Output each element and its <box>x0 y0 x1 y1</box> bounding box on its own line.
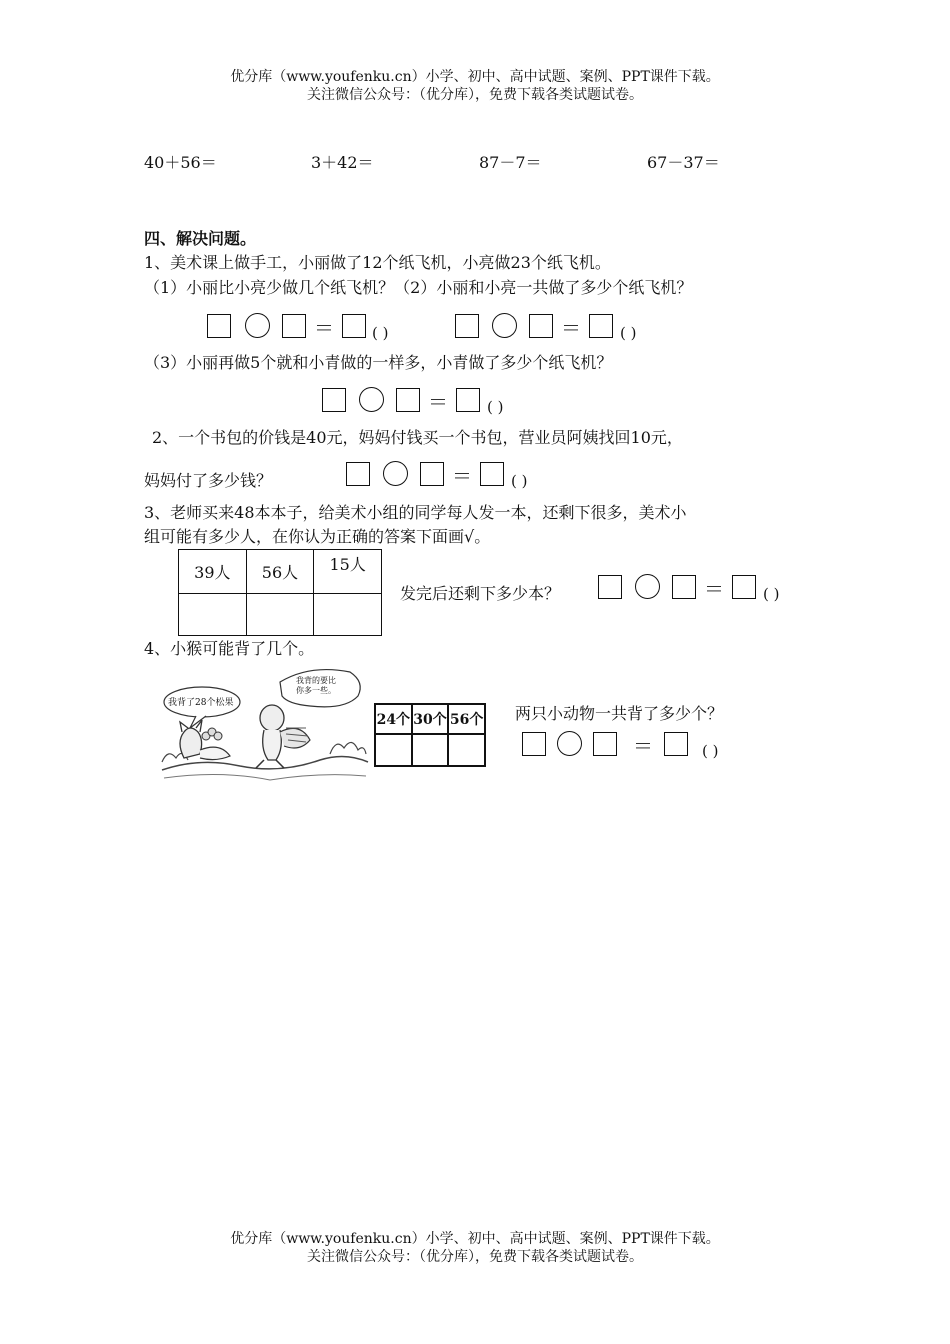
q4-text: 4、小猴可能背了几个。 <box>144 639 315 658</box>
equals-sign: ＝ <box>633 734 653 758</box>
q1-sub1: （1）小丽比小亮少做几个纸飞机？（2）小丽和小亮一共做了多少个纸飞机？ <box>144 278 693 297</box>
answer-box[interactable] <box>207 314 231 338</box>
answer-box[interactable] <box>282 314 306 338</box>
answer-box[interactable] <box>598 575 622 599</box>
unit-paren[interactable]: ( ) <box>702 742 719 760</box>
option-cell: 56人 <box>246 550 314 594</box>
answer-box[interactable] <box>732 575 756 599</box>
q2-text-1: 2、一个书包的价钱是40元，妈妈付钱买一个书包，营业员阿姨找回10元， <box>152 428 683 447</box>
option-cell: 39人 <box>179 550 247 594</box>
unit-paren[interactable]: ( ) <box>511 472 528 490</box>
checkmark-cell[interactable] <box>246 594 314 636</box>
operator-circle[interactable] <box>383 461 408 486</box>
answer-box[interactable] <box>529 314 553 338</box>
checkmark-cell[interactable] <box>314 594 382 636</box>
section-title: 四、解决问题。 <box>144 229 257 248</box>
q1-text: 1、美术课上做手工，小丽做了12个纸飞机，小亮做23个纸飞机。 <box>144 253 611 272</box>
operator-circle[interactable] <box>245 313 270 338</box>
answer-box[interactable] <box>589 314 613 338</box>
answer-box[interactable] <box>342 314 366 338</box>
q3-text-1: 3、老师买来48本本子，给美术小组的同学每人发一本，还剩下很多，美术小 <box>144 503 687 522</box>
unit-paren[interactable]: ( ) <box>487 398 504 416</box>
answer-box[interactable] <box>455 314 479 338</box>
answer-box[interactable] <box>420 462 444 486</box>
option-cell: 56个 <box>448 704 485 734</box>
option-cell: 24个 <box>375 704 412 734</box>
footer-line-1: 优分库（www.youfenku.cn）小学、初中、高中试题、案例、PPT课件下载。 <box>230 1231 720 1247</box>
header-line-1: 优分库（www.youfenku.cn）小学、初中、高中试题、案例、PPT课件下载。 <box>230 69 720 85</box>
answer-box[interactable] <box>346 462 370 486</box>
equals-sign: ＝ <box>561 316 581 340</box>
calc-item: 87－7＝ <box>479 153 542 172</box>
answer-box[interactable] <box>664 732 688 756</box>
q1-sub3: （3）小丽再做5个就和小青做的一样多，小青做了多少个纸飞机？ <box>144 353 613 372</box>
fox-monkey-illustration <box>160 662 370 784</box>
checkmark-cell[interactable] <box>375 734 412 766</box>
q4-options-table <box>374 703 486 767</box>
calc-item: 67－37＝ <box>647 153 720 172</box>
answer-box[interactable] <box>522 732 546 756</box>
operator-circle[interactable] <box>635 574 660 599</box>
unit-paren[interactable]: ( ) <box>763 585 780 603</box>
answer-box[interactable] <box>396 388 420 412</box>
q3-options-table <box>178 549 382 636</box>
answer-box[interactable] <box>480 462 504 486</box>
checkmark-cell[interactable] <box>412 734 449 766</box>
unit-paren[interactable]: ( ) <box>620 324 637 342</box>
calc-item: 40＋56＝ <box>144 153 217 172</box>
answer-box[interactable] <box>322 388 346 412</box>
equals-sign: ＝ <box>704 577 724 601</box>
checkmark-cell[interactable] <box>448 734 485 766</box>
footer-line-2: 关注微信公众号：（优分库），免费下载各类试题试卷。 <box>307 1249 643 1265</box>
equals-sign: ＝ <box>452 464 472 488</box>
answer-box[interactable] <box>593 732 617 756</box>
unit-paren[interactable]: ( ) <box>372 324 389 342</box>
answer-box[interactable] <box>672 575 696 599</box>
operator-circle[interactable] <box>359 387 384 412</box>
equals-sign: ＝ <box>314 316 334 340</box>
option-cell: 30个 <box>412 704 449 734</box>
equals-sign: ＝ <box>428 390 448 414</box>
operator-circle[interactable] <box>492 313 517 338</box>
fox-speech-text: 我背了28个松果 <box>168 698 234 708</box>
header-line-2: 关注微信公众号：（优分库），免费下载各类试题试卷。 <box>307 87 643 103</box>
monkey-speech-text: 我背的要比你多一些。 <box>296 676 336 695</box>
q3-text-2: 组可能有多少人，在你认为正确的答案下面画√。 <box>144 527 491 546</box>
answer-box[interactable] <box>456 388 480 412</box>
q3-followup: 发完后还剩下多少本？ <box>400 584 561 603</box>
operator-circle[interactable] <box>557 731 582 756</box>
checkmark-cell[interactable] <box>179 594 247 636</box>
option-cell: 15人 <box>314 550 382 594</box>
q2-text-2: 妈妈付了多少钱？ <box>144 471 273 490</box>
q4-followup: 两只小动物一共背了多少个？ <box>515 704 724 723</box>
calc-item: 3＋42＝ <box>311 153 374 172</box>
